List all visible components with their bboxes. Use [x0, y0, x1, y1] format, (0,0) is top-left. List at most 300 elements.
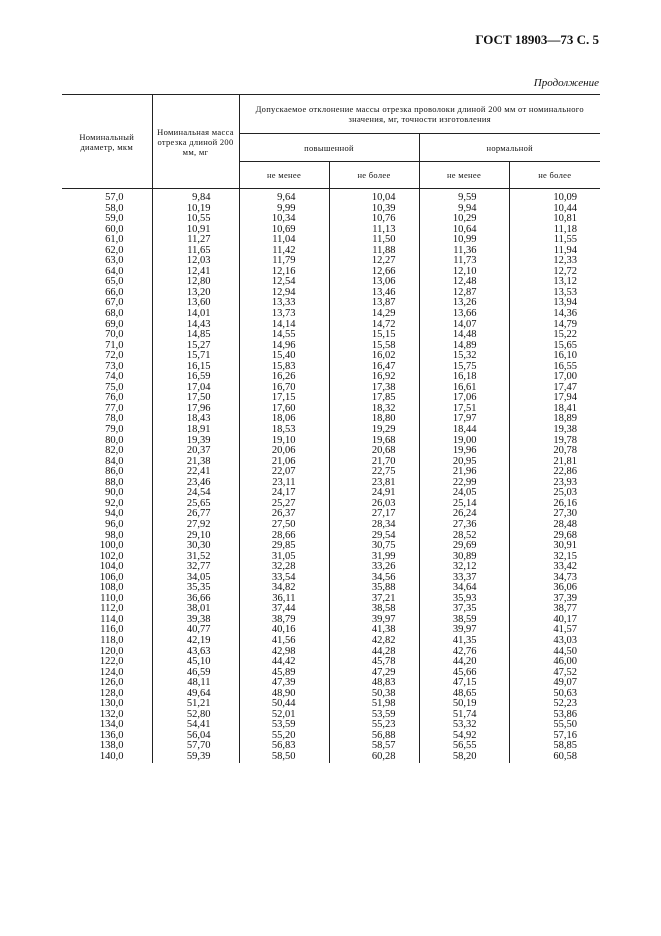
- table-cell: 76,0: [105, 392, 124, 404]
- table-cell: 34,56: [329, 573, 419, 584]
- table-cell: 15,22: [509, 330, 600, 341]
- table-row: [62, 594, 600, 605]
- table-cell: 94,0: [105, 508, 124, 520]
- table-cell: 9,59: [419, 189, 509, 204]
- table-cell: 14,96: [239, 341, 329, 352]
- table-cell: 10,39: [329, 204, 419, 215]
- table-cell: 42,76: [419, 647, 509, 658]
- table-cell: 10,69: [239, 225, 329, 236]
- table-cell: 9,84: [152, 189, 239, 204]
- table-row: [62, 189, 600, 204]
- table-cell: 15,27: [152, 341, 239, 352]
- table-cell: 11,73: [419, 256, 509, 267]
- table-header: [62, 95, 600, 189]
- table-cell: 50,44: [239, 699, 329, 710]
- table-cell: 36,06: [509, 583, 600, 594]
- table-row: [62, 699, 600, 710]
- table-row: [62, 320, 600, 331]
- table-cell: 11,50: [329, 235, 419, 246]
- table-row: [62, 741, 600, 752]
- table-cell: 38,59: [419, 615, 509, 626]
- table-cell: 130,0: [99, 698, 124, 710]
- table-row: [62, 478, 600, 489]
- table-cell: 14,01: [152, 309, 239, 320]
- table-cell: 16,70: [239, 383, 329, 394]
- table-cell: 42,98: [239, 647, 329, 658]
- table-cell: 41,35: [419, 636, 509, 647]
- table-cell: 16,02: [329, 351, 419, 362]
- table-cell: 88,0: [105, 476, 124, 488]
- header-high-max: не более: [329, 162, 419, 189]
- table-cell: 11,04: [239, 235, 329, 246]
- table-cell: 35,93: [419, 594, 509, 605]
- table-cell: 45,10: [152, 657, 239, 668]
- table-cell: 22,75: [329, 467, 419, 478]
- table-cell: 39,97: [419, 625, 509, 636]
- table-cell: 11,42: [239, 246, 329, 257]
- table-cell: 37,39: [509, 594, 600, 605]
- table-cell: 13,20: [152, 288, 239, 299]
- table-cell: 11,27: [152, 235, 239, 246]
- table-cell: 52,23: [509, 699, 600, 710]
- table-row: [62, 383, 600, 394]
- table-cell: 28,48: [509, 520, 600, 531]
- table-cell: 12,48: [419, 277, 509, 288]
- table-cell: 12,41: [152, 267, 239, 278]
- table-cell: 10,09: [509, 189, 600, 204]
- table-cell: 28,52: [419, 531, 509, 542]
- table-row: [62, 678, 600, 689]
- table-cell: 51,98: [329, 699, 419, 710]
- table-cell: 41,56: [239, 636, 329, 647]
- table-row: [62, 731, 600, 742]
- table-cell: 49,07: [509, 678, 600, 689]
- table-cell: 17,38: [329, 383, 419, 394]
- table-body: [62, 189, 600, 763]
- table-cell: 45,66: [419, 668, 509, 679]
- table-cell: 42,19: [152, 636, 239, 647]
- table-cell: 35,88: [329, 583, 419, 594]
- table-cell: 31,05: [239, 552, 329, 563]
- table-cell: 78,0: [105, 413, 124, 425]
- table-row: [62, 341, 600, 352]
- table-cell: 128,0: [99, 687, 124, 699]
- table-cell: 122,0: [99, 656, 124, 668]
- table-cell: 56,83: [239, 741, 329, 752]
- table-row: [62, 393, 600, 404]
- table-cell: 12,72: [509, 267, 600, 278]
- table-cell: 30,75: [329, 541, 419, 552]
- table-cell: 20,68: [329, 446, 419, 457]
- table-cell: 59,0: [105, 213, 124, 225]
- table-cell: 17,04: [152, 383, 239, 394]
- table-cell: 12,94: [239, 288, 329, 299]
- table-cell: 53,32: [419, 720, 509, 731]
- table-cell: 25,14: [419, 499, 509, 510]
- table-cell: 13,46: [329, 288, 419, 299]
- table-cell: 84,0: [105, 455, 124, 467]
- table-cell: 136,0: [99, 729, 124, 741]
- table-cell: 21,70: [329, 457, 419, 468]
- table-cell: 14,55: [239, 330, 329, 341]
- table-cell: 26,77: [152, 509, 239, 520]
- table-cell: 47,39: [239, 678, 329, 689]
- header-group-normal: нормальной: [419, 134, 600, 162]
- table-row: [62, 710, 600, 721]
- table-cell: 10,99: [419, 235, 509, 246]
- table-cell: 18,43: [152, 414, 239, 425]
- table-cell: 11,13: [329, 225, 419, 236]
- table-cell: 11,94: [509, 246, 600, 257]
- table-cell: 14,36: [509, 309, 600, 320]
- table-cell: 104,0: [99, 561, 124, 573]
- table-cell: 42,82: [329, 636, 419, 647]
- table-cell: 50,19: [419, 699, 509, 710]
- table-cell: 18,41: [509, 404, 600, 415]
- table-cell: 17,96: [152, 404, 239, 415]
- table-row: [62, 636, 600, 647]
- table-cell: 14,89: [419, 341, 509, 352]
- table-cell: 32,77: [152, 562, 239, 573]
- page-header: ГОСТ 18903—73 С. 5: [475, 32, 599, 47]
- table-cell: 50,63: [509, 689, 600, 700]
- table-cell: 15,83: [239, 362, 329, 373]
- table-cell: 31,52: [152, 552, 239, 563]
- table-cell: 10,55: [152, 214, 239, 225]
- table-cell: 19,68: [329, 436, 419, 447]
- table-cell: 14,79: [509, 320, 600, 331]
- table-cell: 16,15: [152, 362, 239, 373]
- table-cell: 56,55: [419, 741, 509, 752]
- table-cell: 40,17: [509, 615, 600, 626]
- table-row: [62, 309, 600, 320]
- table-cell: 28,66: [239, 531, 329, 542]
- table-cell: 46,59: [152, 668, 239, 679]
- header-normal-min: не менее: [419, 162, 509, 189]
- table-row: [62, 204, 600, 215]
- table-cell: 12,03: [152, 256, 239, 267]
- table-cell: 92,0: [105, 497, 124, 509]
- table-cell: 21,38: [152, 457, 239, 468]
- table-cell: 69,0: [105, 318, 124, 330]
- table-cell: 32,28: [239, 562, 329, 573]
- table-row: [62, 246, 600, 257]
- table-cell: 71,0: [105, 339, 124, 351]
- table-cell: 116,0: [100, 624, 124, 636]
- table-cell: 17,60: [239, 404, 329, 415]
- table-cell: 17,85: [329, 393, 419, 404]
- table-cell: 90,0: [105, 487, 124, 499]
- table-cell: 55,20: [239, 731, 329, 742]
- header-normal-max: не более: [509, 162, 600, 189]
- table-cell: 12,87: [419, 288, 509, 299]
- table-row: [62, 604, 600, 615]
- table-cell: 120,0: [99, 645, 124, 657]
- table-cell: 72,0: [105, 350, 124, 362]
- table-cell: 57,16: [509, 731, 600, 742]
- table-cell: 59,39: [152, 752, 239, 763]
- table-cell: 16,18: [419, 372, 509, 383]
- table-cell: 48,11: [152, 678, 239, 689]
- table-cell: 33,37: [419, 573, 509, 584]
- table-cell: 53,86: [509, 710, 600, 721]
- table-cell: 50,38: [329, 689, 419, 700]
- table-cell: 26,37: [239, 509, 329, 520]
- table-row: [62, 668, 600, 679]
- table-cell: 17,94: [509, 393, 600, 404]
- table-cell: 31,99: [329, 552, 419, 563]
- table-cell: 10,76: [329, 214, 419, 225]
- table-cell: 14,85: [152, 330, 239, 341]
- table-cell: 25,03: [509, 488, 600, 499]
- table-cell: 54,41: [152, 720, 239, 731]
- table-cell: 55,23: [329, 720, 419, 731]
- table-cell: 124,0: [99, 666, 124, 678]
- table-cell: 15,71: [152, 351, 239, 362]
- table-row: [62, 562, 600, 573]
- table-cell: 57,0: [105, 192, 124, 203]
- table-row: [62, 330, 600, 341]
- table-cell: 13,94: [509, 298, 600, 309]
- table-cell: 56,04: [152, 731, 239, 742]
- table-cell: 13,87: [329, 298, 419, 309]
- table-cell: 18,53: [239, 425, 329, 436]
- header-diameter: Номинальный диаметр, мкм: [79, 131, 135, 152]
- table-cell: 52,01: [239, 710, 329, 721]
- table-cell: 29,69: [419, 541, 509, 552]
- table-cell: 10,34: [239, 214, 329, 225]
- table-cell: 44,50: [509, 647, 600, 658]
- table-row: [62, 256, 600, 267]
- table-cell: 38,01: [152, 604, 239, 615]
- table-cell: 32,12: [419, 562, 509, 573]
- table-cell: 25,65: [152, 499, 239, 510]
- header-group-high: повышенной: [239, 134, 419, 162]
- table-cell: 17,47: [509, 383, 600, 394]
- table-cell: 16,59: [152, 372, 239, 383]
- table-cell: 34,05: [152, 573, 239, 584]
- table-cell: 45,89: [239, 668, 329, 679]
- table-cell: 34,82: [239, 583, 329, 594]
- table-cell: 39,38: [152, 615, 239, 626]
- table-cell: 18,80: [329, 414, 419, 425]
- table-row: [62, 573, 600, 584]
- table-cell: 134,0: [99, 719, 124, 731]
- table-cell: 23,11: [239, 478, 329, 489]
- table-cell: 58,20: [419, 752, 509, 763]
- data-table: [62, 94, 600, 763]
- table-cell: 13,26: [419, 298, 509, 309]
- table-cell: 58,50: [239, 752, 329, 763]
- header-deviation: Допускаемое отклонение массы отрезка проволоки длиной 200 мм от номинального значения, мг, точности изготовления: [239, 95, 600, 134]
- table-cell: 33,42: [509, 562, 600, 573]
- table-cell: 54,92: [419, 731, 509, 742]
- table-cell: 16,55: [509, 362, 600, 373]
- table-cell: 77,0: [105, 402, 124, 414]
- table-cell: 29,68: [509, 531, 600, 542]
- table-cell: 34,64: [419, 583, 509, 594]
- table-cell: 48,65: [419, 689, 509, 700]
- table-cell: 11,88: [329, 246, 419, 257]
- table-cell: 106,0: [99, 571, 124, 583]
- table-cell: 60,58: [509, 752, 600, 763]
- table-cell: 26,24: [419, 509, 509, 520]
- table-row: [62, 520, 600, 531]
- table-cell: 43,63: [152, 647, 239, 658]
- table-cell: 100,0: [99, 540, 124, 552]
- table-cell: 26,03: [329, 499, 419, 510]
- table-cell: 70,0: [105, 329, 124, 341]
- table-cell: 53,59: [329, 710, 419, 721]
- table-cell: 14,29: [329, 309, 419, 320]
- table-cell: 12,66: [329, 267, 419, 278]
- table-cell: 16,92: [329, 372, 419, 383]
- table-cell: 14,07: [419, 320, 509, 331]
- table-cell: 96,0: [105, 518, 124, 530]
- table-cell: 44,42: [239, 657, 329, 668]
- table-cell: 30,30: [152, 541, 239, 552]
- table-cell: 24,17: [239, 488, 329, 499]
- table-cell: 21,06: [239, 457, 329, 468]
- table-cell: 9,64: [239, 189, 329, 204]
- table-cell: 12,54: [239, 277, 329, 288]
- table-row: [62, 752, 600, 763]
- table-cell: 24,91: [329, 488, 419, 499]
- table-cell: 23,93: [509, 478, 600, 489]
- table-cell: 15,65: [509, 341, 600, 352]
- table-cell: 61,0: [105, 234, 124, 246]
- table-cell: 51,21: [152, 699, 239, 710]
- table-cell: 12,10: [419, 267, 509, 278]
- table-cell: 29,10: [152, 531, 239, 542]
- table-cell: 16,61: [419, 383, 509, 394]
- table-cell: 20,95: [419, 457, 509, 468]
- data-table-container: [62, 94, 600, 763]
- table-cell: 60,0: [105, 223, 124, 235]
- table-cell: 18,44: [419, 425, 509, 436]
- table-cell: 37,44: [239, 604, 329, 615]
- table-cell: 47,29: [329, 668, 419, 679]
- table-cell: 108,0: [99, 582, 124, 594]
- table-cell: 12,33: [509, 256, 600, 267]
- header-mass: Номинальная масса отрезка длиной 200 мм, мг: [152, 95, 239, 189]
- table-cell: 52,80: [152, 710, 239, 721]
- table-cell: 19,38: [509, 425, 600, 436]
- table-cell: 38,79: [239, 615, 329, 626]
- table-cell: 14,14: [239, 320, 329, 331]
- table-cell: 18,06: [239, 414, 329, 425]
- table-cell: 68,0: [105, 308, 124, 320]
- table-cell: 53,59: [239, 720, 329, 731]
- table-cell: 80,0: [105, 434, 124, 446]
- table-cell: 110,0: [100, 592, 124, 604]
- table-row: [62, 657, 600, 668]
- table-cell: 27,50: [239, 520, 329, 531]
- table-cell: 10,29: [419, 214, 509, 225]
- table-cell: 27,17: [329, 509, 419, 520]
- table-cell: 32,15: [509, 552, 600, 563]
- table-row: [62, 436, 600, 447]
- table-cell: 20,06: [239, 446, 329, 457]
- table-row: [62, 404, 600, 415]
- table-row: [62, 362, 600, 373]
- table-cell: 22,99: [419, 478, 509, 489]
- table-cell: 12,16: [239, 267, 329, 278]
- table-cell: 16,10: [509, 351, 600, 362]
- table-cell: 43,03: [509, 636, 600, 647]
- table-row: [62, 583, 600, 594]
- table-cell: 27,92: [152, 520, 239, 531]
- table-cell: 17,00: [509, 372, 600, 383]
- table-row: [62, 414, 600, 425]
- table-cell: 28,34: [329, 520, 419, 531]
- table-cell: 62,0: [105, 244, 124, 256]
- table-cell: 37,21: [329, 594, 419, 605]
- table-cell: 15,15: [329, 330, 419, 341]
- table-row: [62, 625, 600, 636]
- table-cell: 11,36: [419, 246, 509, 257]
- table-cell: 10,04: [329, 189, 419, 204]
- table-cell: 45,78: [329, 657, 419, 668]
- table-cell: 9,94: [419, 204, 509, 215]
- table-cell: 37,35: [419, 604, 509, 615]
- table-cell: 14,72: [329, 320, 419, 331]
- table-cell: 13,12: [509, 277, 600, 288]
- table-cell: 27,36: [419, 520, 509, 531]
- table-cell: 27,30: [509, 509, 600, 520]
- table-cell: 16,26: [239, 372, 329, 383]
- table-cell: 17,15: [239, 393, 329, 404]
- table-cell: 47,15: [419, 678, 509, 689]
- table-cell: 58,85: [509, 741, 600, 752]
- table-cell: 34,73: [509, 573, 600, 584]
- table-cell: 18,32: [329, 404, 419, 415]
- table-cell: 17,50: [152, 393, 239, 404]
- table-cell: 23,81: [329, 478, 419, 489]
- table-cell: 11,65: [152, 246, 239, 257]
- table-cell: 47,52: [509, 668, 600, 679]
- table-cell: 23,46: [152, 478, 239, 489]
- table-row: [62, 457, 600, 468]
- table-row: [62, 509, 600, 520]
- table-cell: 48,83: [329, 678, 419, 689]
- table-cell: 25,27: [239, 499, 329, 510]
- table-cell: 36,66: [152, 594, 239, 605]
- table-cell: 56,88: [329, 731, 419, 742]
- table-cell: 22,41: [152, 467, 239, 478]
- table-cell: 132,0: [99, 708, 124, 720]
- table-row: [62, 689, 600, 700]
- table-cell: 19,00: [419, 436, 509, 447]
- table-cell: 63,0: [105, 255, 124, 267]
- table-cell: 114,0: [100, 613, 124, 625]
- table-cell: 14,43: [152, 320, 239, 331]
- table-cell: 20,37: [152, 446, 239, 457]
- table-cell: 9,99: [239, 204, 329, 215]
- table-cell: 73,0: [105, 360, 124, 372]
- table-cell: 19,39: [152, 436, 239, 447]
- table-row: [62, 235, 600, 246]
- table-cell: 38,77: [509, 604, 600, 615]
- table-cell: 10,91: [152, 225, 239, 236]
- table-cell: 24,05: [419, 488, 509, 499]
- table-row: [62, 647, 600, 658]
- table-cell: 126,0: [99, 677, 124, 689]
- table-cell: 18,89: [509, 414, 600, 425]
- table-cell: 33,26: [329, 562, 419, 573]
- table-cell: 20,78: [509, 446, 600, 457]
- table-cell: 44,20: [419, 657, 509, 668]
